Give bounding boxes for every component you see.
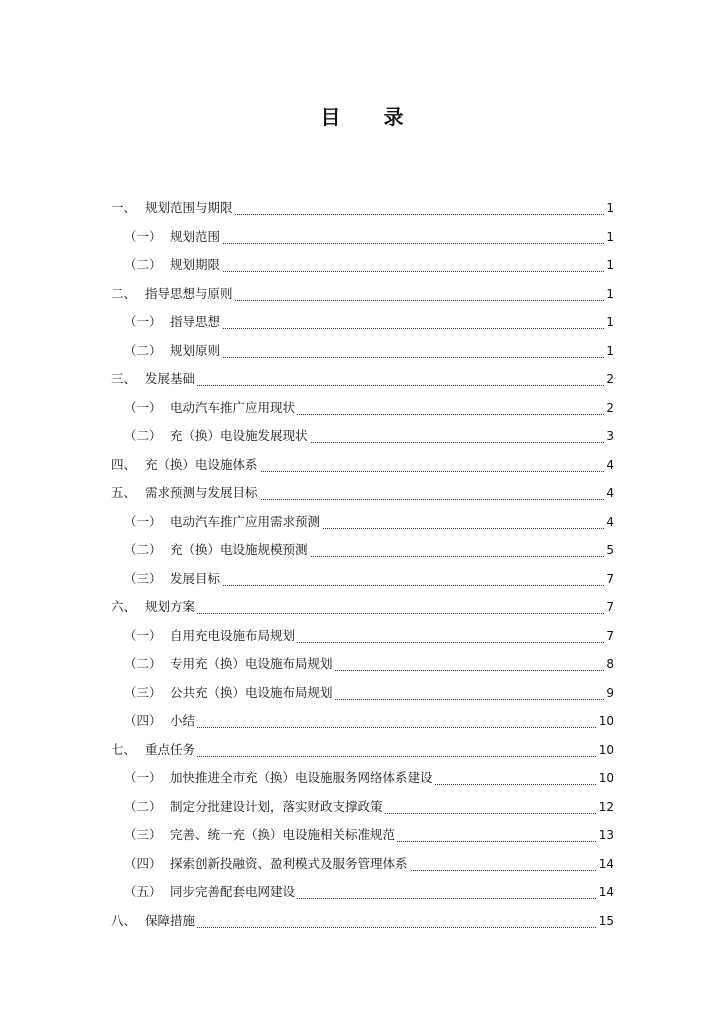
toc-entry-section[interactable]: [0, 793, 724, 822]
dot-leader: [145, 602, 606, 614]
toc-entry-label: 电动汽车推广应用现状: [170, 394, 297, 423]
toc-entry-page-number: 1: [604, 308, 614, 337]
toc-entry-page-number: 2: [604, 394, 614, 423]
page-title: 目 录: [320, 105, 422, 129]
toc-entry-label: 加快推进全市充（换）电设施服务网络体系建设: [170, 764, 435, 793]
dot-leader: [170, 716, 606, 728]
dot-leader: [170, 317, 606, 329]
toc-entry-page-number: 13: [597, 821, 614, 850]
toc-entry-number: （二）: [124, 428, 162, 443]
toc-entry-label: 公共充（换）电设施布局规划: [170, 679, 335, 708]
toc-entry-section[interactable]: [0, 565, 724, 594]
toc-entry-number: （一）: [124, 399, 162, 415]
toc-entry-label: 充（换）电设施规模预测: [170, 536, 310, 565]
toc-entry-chapter[interactable]: [0, 907, 724, 936]
toc-entry-section[interactable]: [0, 821, 724, 850]
toc-entry-section[interactable]: [0, 394, 724, 423]
toc-entry-label: 制定分批建设计划，落实财政支撑政策: [170, 793, 385, 822]
toc-entry-section[interactable]: [0, 850, 724, 879]
toc-entry-label: 同步完善配套电网建设: [170, 878, 297, 907]
toc-entry-page-number: 4: [604, 508, 614, 537]
toc-entry-label: 发展基础: [145, 365, 197, 394]
toc-entry-number: 四、: [111, 456, 137, 472]
dot-leader: [170, 574, 606, 586]
toc-entry-label: 自用充电设施布局规划: [170, 622, 297, 651]
toc-entry-label: 规划方案: [145, 593, 197, 622]
toc-entry-page-number: 1: [604, 337, 614, 366]
toc-entry-number: （三）: [124, 827, 162, 842]
toc-entry-label: 指导思想: [170, 308, 222, 337]
dot-leader: [170, 260, 606, 272]
toc-entry-page-number: 1: [604, 223, 614, 252]
toc-entry-page-number: 1: [604, 194, 614, 223]
toc-entry-label: 电动汽车推广应用需求预测: [170, 508, 322, 537]
toc-entry-page-number: 10: [597, 736, 614, 765]
toc-entry-section[interactable]: [0, 679, 724, 708]
toc-entry-section[interactable]: [0, 622, 724, 651]
toc-entry-label: 充（换）电设施发展现状: [170, 422, 310, 451]
dot-leader: [145, 374, 606, 386]
toc-entry-number: 二、: [111, 285, 137, 301]
toc-entry-number: （一）: [124, 228, 162, 244]
toc-entry-number: 六、: [111, 599, 137, 614]
toc-entry-section[interactable]: [0, 707, 724, 736]
toc-entry-number: （一）: [124, 513, 162, 529]
toc-entry-number: （一）: [124, 627, 162, 643]
toc-entry-label: 需求预测与发展目标: [145, 479, 260, 508]
toc-entry-chapter[interactable]: [0, 593, 724, 622]
toc-entry-page-number: 3: [604, 422, 614, 451]
toc-entry-section[interactable]: [0, 508, 724, 537]
toc-entry-section[interactable]: [0, 878, 724, 907]
toc-entry-page-number: 4: [604, 451, 614, 480]
toc-entry-label: 充（换）电设施体系: [145, 451, 260, 480]
toc-entry-label: 重点任务: [145, 736, 197, 765]
dot-leader: [145, 745, 606, 757]
toc-entry-number: （二）: [124, 257, 162, 272]
toc-entry-number: （一）: [124, 314, 162, 329]
toc-entry-number: 一、: [111, 200, 137, 215]
toc-entry-number: （三）: [124, 684, 162, 700]
toc-entry-number: （三）: [124, 570, 162, 586]
toc-entry-page-number: 1: [604, 251, 614, 280]
toc-entry-label: 规划范围与期限: [145, 194, 235, 223]
toc-entry-label: 规划原则: [170, 337, 222, 366]
toc-entry-section[interactable]: [0, 337, 724, 366]
toc-entry-label: 探索创新投融资、盈利模式及服务管理体系: [170, 850, 410, 879]
toc-entry-label: 小结: [170, 707, 197, 736]
toc-entry-page-number: 10: [597, 764, 614, 793]
toc-entry-chapter[interactable]: [0, 280, 724, 309]
toc-entry-number: 八、: [111, 912, 137, 928]
toc-entry-number: 七、: [111, 741, 137, 757]
toc-entry-label: 指导思想与原则: [145, 280, 235, 309]
toc-entry-number: 三、: [111, 371, 137, 386]
toc-entry-number: 五、: [111, 485, 137, 500]
toc-entry-number: （二）: [124, 342, 162, 358]
toc-entry-label: 规划范围: [170, 223, 222, 252]
toc-entry-section[interactable]: [0, 251, 724, 280]
toc-entry-label: 发展目标: [170, 565, 222, 594]
toc-entry-number: （二）: [124, 656, 162, 671]
toc-entry-page-number: 4: [604, 479, 614, 508]
toc-entry-section[interactable]: [0, 764, 724, 793]
toc-entry-page-number: 10: [597, 707, 614, 736]
toc-entry-number: （二）: [124, 798, 162, 814]
toc-entry-page-number: 2: [604, 365, 614, 394]
toc-entry-chapter[interactable]: [0, 451, 724, 480]
toc-entry-page-number: 7: [604, 565, 614, 594]
toc-entry-label: 专用充（换）电设施布局规划: [170, 650, 335, 679]
toc-entry-page-number: 5: [604, 536, 614, 565]
toc-entry-section[interactable]: [0, 422, 724, 451]
toc-entry-chapter[interactable]: [0, 479, 724, 508]
toc-entry-number: （二）: [124, 542, 162, 557]
toc-entry-page-number: 7: [604, 593, 614, 622]
toc-entry-chapter[interactable]: [0, 736, 724, 765]
toc-entry-page-number: 9: [604, 679, 614, 708]
toc-entry-label: 完善、统一充（换）电设施相关标准规范: [170, 821, 397, 850]
toc-entry-number: （一）: [124, 770, 162, 785]
toc-entry-page-number: 14: [597, 878, 614, 907]
dot-leader: [145, 916, 606, 928]
toc-entry-page-number: 15: [597, 907, 614, 936]
toc-entry-section[interactable]: [0, 223, 724, 252]
toc-entry-chapter[interactable]: [0, 365, 724, 394]
toc-entry-number: （五）: [124, 884, 162, 899]
toc-entry-section[interactable]: [0, 650, 724, 679]
toc-entry-number: （四）: [124, 713, 162, 728]
dot-leader: [170, 232, 606, 244]
toc-entry-label: 保障措施: [145, 907, 197, 936]
toc-entry-page-number: 1: [604, 280, 614, 309]
toc-entry-page-number: 8: [604, 650, 614, 679]
toc-entry-section[interactable]: [0, 536, 724, 565]
toc-entry-section[interactable]: [0, 308, 724, 337]
toc-entry-chapter[interactable]: [0, 194, 724, 223]
dot-leader: [170, 346, 606, 358]
toc-entry-number: （四）: [124, 855, 162, 871]
toc-entry-page-number: 7: [604, 622, 614, 651]
toc-entry-label: 规划期限: [170, 251, 222, 280]
toc-entry-page-number: 12: [597, 793, 614, 822]
toc-entry-page-number: 14: [597, 850, 614, 879]
